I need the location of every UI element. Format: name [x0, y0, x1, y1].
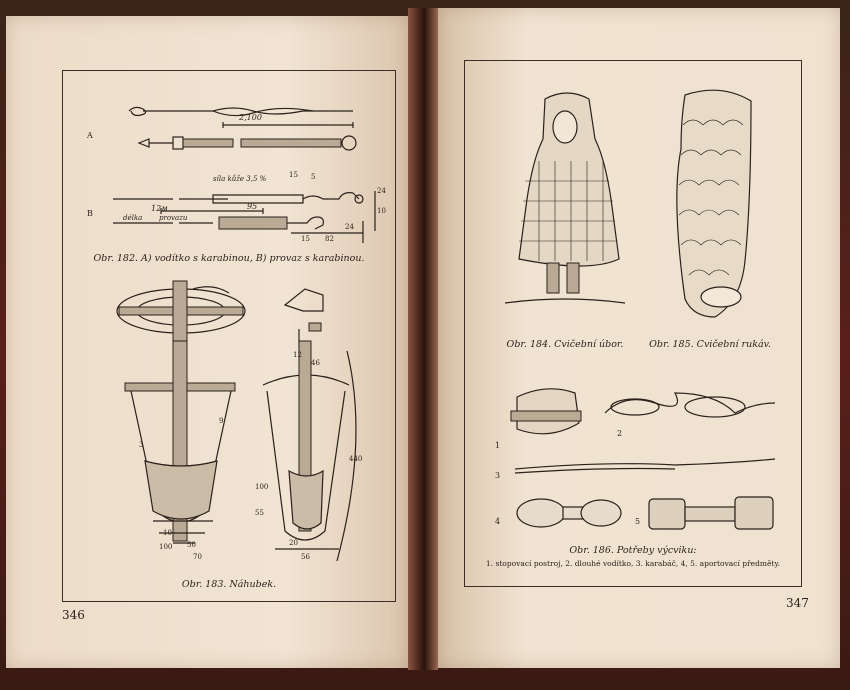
fig182-dim-15: 15	[289, 171, 298, 179]
right-page	[438, 8, 840, 668]
fig182-delka: délka	[123, 214, 143, 222]
fig183-dim-46: 46	[311, 359, 320, 367]
fig182-dim-2100: 2,100	[239, 113, 262, 122]
fig182-label-a: A	[87, 131, 93, 140]
right-figure-frame	[464, 60, 802, 587]
fig183-dim-10: 10	[163, 529, 172, 537]
fig182-dim-24: 24	[345, 223, 354, 231]
fig183-caption: Obr. 183. Náhubek.	[181, 579, 277, 590]
fig183-dim-55: 55	[255, 509, 264, 517]
fig182-sila-kuze: síla kůže 3,5 %	[213, 175, 267, 183]
fig183-dim-50: 50	[187, 541, 196, 549]
fig186-num-4: 4	[495, 517, 501, 526]
fig183-dim-56: 56	[301, 553, 310, 561]
fig183-illustration	[63, 271, 395, 561]
fig183-dim-440: 440	[349, 455, 363, 463]
left-figure-frame	[62, 70, 396, 602]
fig183-dim-100: 100	[159, 543, 173, 551]
book-gutter	[408, 8, 438, 670]
fig186-num-2: 2	[617, 429, 623, 438]
page-number-left: 346	[62, 608, 85, 622]
fig184-caption: Obr. 184. Cvičební úbor.	[506, 339, 624, 350]
fig182-illustration	[63, 71, 395, 241]
left-page	[6, 16, 408, 668]
fig182-dim-10: 10	[377, 207, 386, 215]
fig186-num-1: 1	[495, 441, 501, 450]
fig182-dim-82: 82	[325, 235, 334, 243]
fig186-caption: Obr. 186. Potřeby výcviku:	[569, 545, 697, 556]
fig182-dim-5: 5	[311, 173, 316, 181]
page-number-right: 347	[786, 596, 809, 610]
fig182-label-b: B	[87, 209, 93, 218]
fig183-dim-70: 70	[193, 553, 202, 561]
fig185-caption: Obr. 185. Cvičební rukáv.	[649, 339, 771, 350]
fig183-dim-3: 3	[139, 441, 144, 449]
fig182-dim-12m: 12м	[151, 204, 168, 213]
fig186-illustration	[465, 373, 801, 543]
fig182-dim-24b: 24	[377, 187, 386, 195]
fig184-illustration	[505, 91, 625, 321]
fig183-dim-20: 20	[289, 539, 298, 547]
fig186-num-5: 5	[635, 517, 641, 526]
fig185-illustration	[655, 85, 765, 315]
fig182-dim-15b: 15	[301, 235, 310, 243]
fig182-provazu: provazu	[159, 214, 188, 222]
fig183-dim-12: 12	[293, 351, 302, 359]
fig183-dim-100b: 100	[255, 483, 269, 491]
fig186-subcaption: 1. stopovací postroj, 2. dlouhé vodítko, 3. karabáč, 4, 5. aportovací předměty.	[485, 559, 781, 568]
fig182-dim-95: 95	[247, 202, 258, 211]
fig182-caption: Obr. 182. A) vodítko s karabinou, B) provaz s karabinou.	[93, 253, 365, 264]
fig186-num-3: 3	[495, 471, 501, 480]
fig183-dim-9: 9	[219, 417, 224, 425]
